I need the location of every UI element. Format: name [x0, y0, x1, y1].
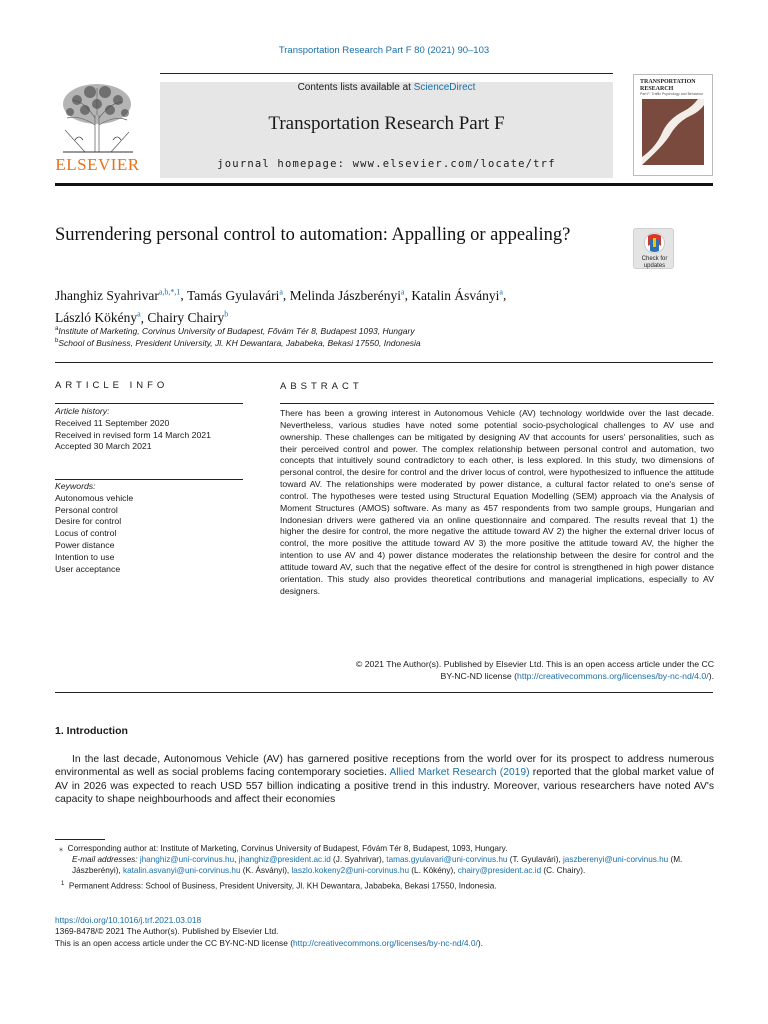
affiliation-a: $^a$Institute of Marketing, Corvinus University of Budapest, Fővám Tér 8, Budapest 1093, Hungary — [55, 326, 415, 336]
email-link[interactable]: jhanghiz@president.ac.id — [238, 855, 331, 865]
history-label: Article history: — [55, 406, 110, 416]
email-link[interactable]: laszlo.kokeny2@uni-corvinus.hu — [291, 866, 410, 876]
abstract-copyright: © 2021 The Author(s). Published by Elsevier Ltd. This is an open access article under the CC BY-NC-ND license (http://creativecommons.org/licenses/by-nc-nd/4.0/). — [280, 659, 714, 683]
footnotes — [55, 843, 714, 892]
contents-prefix: Contents lists available at — [297, 82, 414, 93]
copyright-line-1: © 2021 The Author(s). Published by Elsevier Ltd. This is an open access article under the CC — [355, 659, 714, 669]
author-list: Jhanghiz Syahrivar$^{a,b,*,1}$, Tamás Gyulavári$^a$, Melinda Jászberényi$^a$, Katalin Ásványi$^a$, László Kökény$^a$, Chairy Chairy$^b$ — [55, 287, 507, 325]
keywords-label: Keywords: — [55, 481, 96, 491]
introduction-heading: 1. Introduction — [55, 725, 128, 737]
header-bottom-rule — [55, 183, 713, 186]
cover-subtitle: Part F: Traffic Psychology and Behaviour — [640, 92, 704, 96]
author-entry[interactable]: Katalin Ásványi$^a$ — [411, 287, 503, 303]
elsevier-wordmark[interactable]: ELSEVIER — [55, 155, 140, 174]
email-link[interactable]: chairy@president.ac.id — [457, 866, 542, 876]
issn-line: 1369-8478/© 2021 The Author(s). Published by Elsevier Ltd. — [55, 926, 279, 937]
author-entry[interactable]: Jhanghiz Syahrivar$^{a,b,*,1}$ — [55, 287, 181, 303]
keyword: Desire for control — [55, 516, 122, 527]
keyword: Locus of control — [55, 528, 117, 539]
journal-name[interactable]: Transportation Research Part F — [268, 113, 505, 134]
divider — [55, 362, 713, 363]
sciencedirect-link[interactable]: ScienceDirect — [413, 82, 476, 93]
article-history — [55, 406, 243, 453]
keyword: Intention to use — [55, 551, 115, 562]
email-link[interactable]: katalin.asvanyi@uni-corvinus.hu — [122, 866, 241, 876]
article-title: Surrendering personal control to automation: Appalling or appealing? — [55, 225, 571, 245]
corresponding-author-note: ⁎ Corresponding author at: Institute of Marketing, Corvinus University of Budapest, Fővám Tér 8, Budapest, 1093, Hungary. — [59, 844, 508, 853]
license-link[interactable]: http://creativecommons.org/licenses/by-nc-nd/4.0/ — [293, 937, 478, 948]
doi-block: https://doi.org/10.1016/j.trf.2021.03.018 1369-8478/© 2021 The Author(s). Published by Elsevier Ltd. This is an open access article under the CC BY-NC-ND license (http://creativecommons.org/licenses/by-nc-nd/4.0/). — [55, 915, 714, 949]
doi-link[interactable]: https://doi.org/10.1016/j.trf.2021.03.018 — [55, 915, 202, 925]
abstract-text: There has been a growing interest in Autonomous Vehicle (AV) technology worldwide over the last decade. Nevertheless, various studies have noted some potential socio-psychological challenges to AV use and ownership. These challenges can be mitigated by designing AV that accounts for users' personalities, such as their perceived control and power. The complex relationship between personal control and automation, two concepts that intuitively sound contradictory to each other, is less explored. In this study, two dimensions of personal control, the desire for control and the driver locus of control, were hypothesized to influence the attitude toward AV. The relationships were moderated by power distance, a cultural factor related to one's sense of control. The hypotheses were tested using Structural Equation Modelling (SEM) approach via the Analysis of Moment Structures (AMOS) software. As many as 457 respondents from two sample groups, Hungarian and Indonesian drivers were gathered via an online questionnaire and compared. The results reveal that 1) the higher the desire for control, the more negative the attitude toward AV 2) the higher the external driver locus of control, the more positive the attitude toward AV 3) the more positive the attitude toward AV, the higher the intention to use AV and 4) power distance moderates the relationship between the desire for control and the attitude toward AV, such that the negative effect of the desire for control is strengthened in high power distance orientation. This study also provides theoretical contributions and managerial implications, especially to AV designers. — [280, 408, 714, 596]
keywords-block — [55, 481, 243, 575]
introduction-paragraph: In the last decade, Autonomous Vehicle (AV) has garnered positive receptions from the world over for its prospect to address numerous environmental as well as social problems facing contemporary societies. Allied Market Research (2019) reported that the global market value of AV in 2026 was expected to reach USD 557 billion indicating a positive trend in this industry. Moreover, various researchers have noted AV's capacity to shape neighbourhoods and affect their economies — [55, 754, 714, 805]
author-entry[interactable]: László Kökény$^a$ — [55, 309, 141, 325]
cover-title: TRANSPORTATION RESEARCH — [640, 79, 696, 92]
footnote-rule — [55, 839, 105, 840]
divider — [55, 403, 243, 404]
affiliation-b: $^b$School of Business, President University, Jl. KH Dewantara, Jababeka, Bekasi 17550, Indonesia — [55, 338, 421, 348]
history-accepted: Accepted 30 March 2021 — [55, 441, 152, 452]
author-entry[interactable]: Melinda Jászberényi$^a$ — [289, 287, 405, 303]
keyword: Autonomous vehicle — [55, 492, 134, 503]
author-entry[interactable]: Chairy Chairy$^b$ — [147, 309, 229, 325]
contents-available-line — [160, 82, 613, 93]
email-link[interactable]: tamas.gyulavari@uni-corvinus.hu — [386, 855, 508, 865]
history-revised: Received in revised form 14 March 2021 — [55, 429, 211, 440]
keyword: Power distance — [55, 539, 115, 550]
journal-citation[interactable]: Transportation Research Part F 80 (2021) 90–103 — [278, 45, 490, 56]
email-addresses: E-mail addresses: jhanghiz@uni-corvinus.hu, jhanghiz@president.ac.id (J. Syahrivar), tamas.gyulavari@uni-corvinus.hu (T. Gyulavári), jaszberenyi@uni-corvinus.hu (M. Jászberényi), katalin.asvanyi@uni-corvinus.hu (K. Ásványi), laszlo.kokeny2@uni-corvinus.hu (L. Kökény), chairy@president.ac.id (C. Chairy). — [72, 855, 683, 876]
history-received: Received 11 September 2020 — [55, 417, 170, 428]
divider — [55, 692, 713, 693]
divider — [55, 479, 243, 480]
abstract-heading: ABSTRACT — [280, 381, 363, 392]
reference-link[interactable]: Allied Market Research (2019) — [389, 767, 530, 779]
permanent-address-note: $^1$ Permanent Address: School of Business, President University, Jl. KH Dewantara, Jababeka, Bekasi 17550, Indonesia. — [61, 880, 497, 891]
license-link[interactable]: http://creativecommons.org/licenses/by-nc-nd/4.0/ — [516, 670, 709, 681]
article-info-heading: ARTICLE INFO — [55, 380, 169, 391]
email-link[interactable]: jhanghiz@uni-corvinus.hu — [139, 855, 235, 865]
header-top-rule — [160, 73, 613, 74]
divider — [280, 403, 714, 404]
crossmark-label: Check for updates — [641, 256, 668, 269]
keyword: User acceptance — [55, 563, 121, 574]
author-entry[interactable]: Tamás Gyulavári$^a$ — [186, 287, 283, 303]
check-for-updates-badge[interactable] — [633, 228, 674, 269]
keyword: Personal control — [55, 504, 118, 515]
journal-homepage[interactable]: journal homepage: www.elsevier.com/locate/trf — [217, 158, 556, 170]
journal-cover-thumbnail[interactable] — [633, 74, 713, 176]
email-link[interactable]: jaszberenyi@uni-corvinus.hu — [562, 855, 669, 865]
